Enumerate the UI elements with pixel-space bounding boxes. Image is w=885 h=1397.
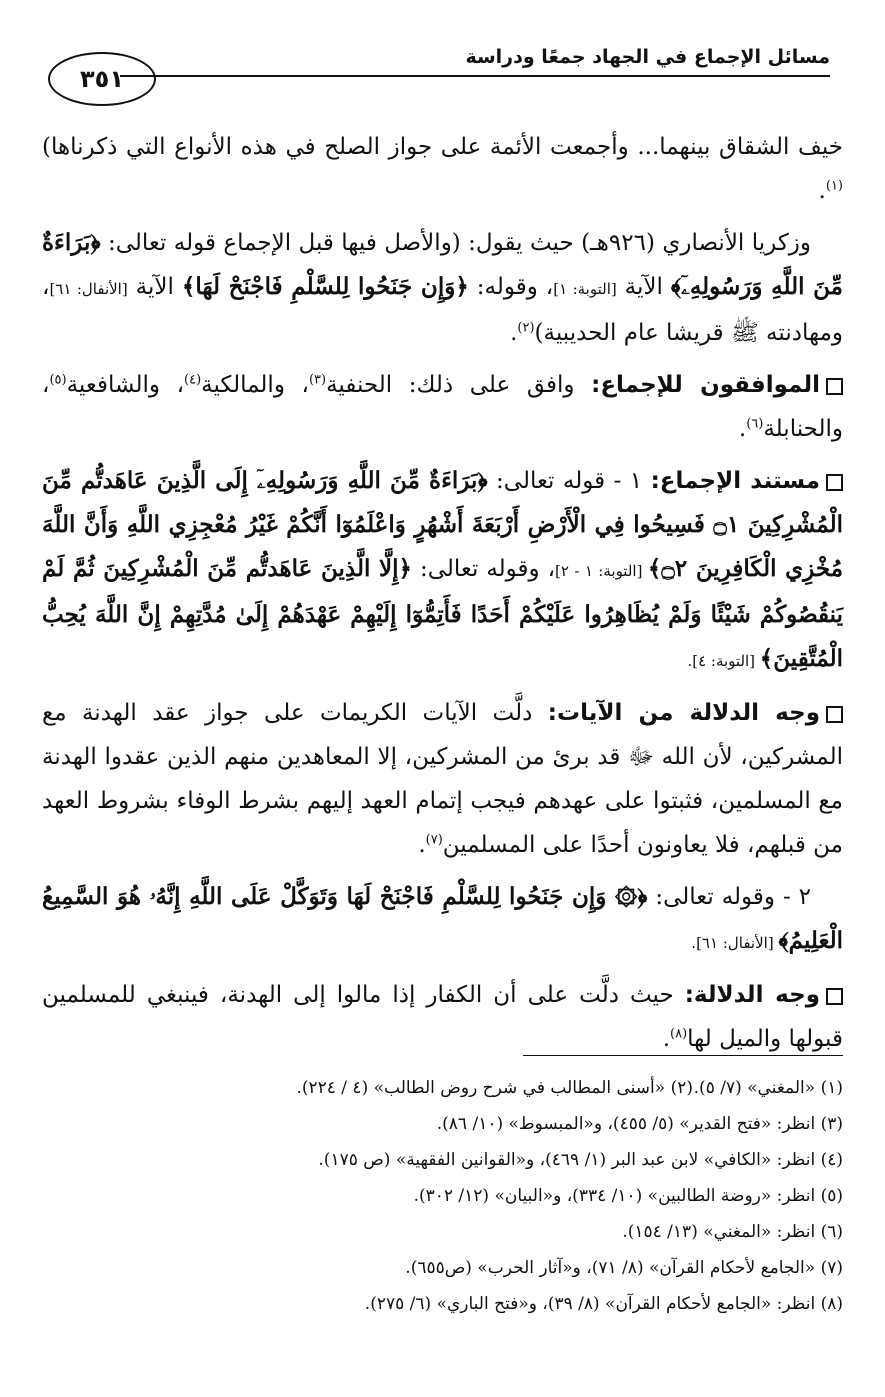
quran-verse: ﴿بَرَاءَةٌ مِّنَ اللَّهِ وَرَسُولِهِۦٓ إِلَى الَّذِينَ عَاهَدتُّم مِّنَ الْمُشْرِكِينَ ۝١ فَسِيحُوا فِي الْأَرْضِ أَرْبَعَةَ أَشْهُرٍ وَاعْلَمُوٓا أَنَّكُمْ غَيْرُ مُعْجِزِي اللَّهِ وَأَنَّ اللَّهَ مُخْزِي الْكَافِرِينَ ۝٢﴾ bbox=[42, 467, 844, 582]
footnote-ref-4[interactable]: (٤) bbox=[184, 372, 202, 388]
footnote-ref-3[interactable]: (٣) bbox=[308, 372, 327, 388]
footnote-item: (٧) «الجامع لأحكام القرآن» (٨/ ٧١)، و«آثار الحرب» (ص٦٥٥). bbox=[405, 1258, 843, 1278]
verse-reference: [التوبة: ٤]. bbox=[687, 652, 760, 670]
paragraph-agreeing-schools: الموافقون للإجماع: وافق على ذلك: الحنفية$^{(٣)}$، والمالكية$^{(٤)}$، والشافعية$^{(٥)}$، والحنابلة$^{(٦)}$. bbox=[42, 372, 843, 442]
footnote-item: (١) «المغني» (٧/ ٥). bbox=[693, 1078, 843, 1098]
paragraph-second-verse: ٢ - وقوله تعالى: ﴿۞ وَإِن جَنَحُوا لِلسَّلْمِ فَاجْنَحْ لَهَا وَتَوَكَّلْ عَلَى اللَّهِ إِنَّهُۥ هُوَ السَّمِيعُ الْعَلِيمُ﴾ [الأنفال: ٦١]. bbox=[42, 883, 843, 954]
section-box-icon bbox=[826, 988, 843, 1005]
footnote-separator bbox=[523, 1055, 843, 1056]
section-label: وجه الدلالة: bbox=[684, 982, 820, 1008]
footnote-item: (٦) انظر: «المغني» (١٣/ ١٥٤). bbox=[622, 1222, 843, 1242]
verse-reference: [الأنفال: ٦١] bbox=[49, 280, 128, 298]
section-box-icon bbox=[826, 378, 843, 395]
section-label: مستند الإجماع: bbox=[650, 468, 820, 494]
paragraph-consensus-basis: مستند الإجماع: ١ - قوله تعالى: ﴿بَرَاءَةٌ مِّنَ اللَّهِ وَرَسُولِهِۦٓ إِلَى الَّذِينَ عَاهَدتُّم مِّنَ الْمُشْرِكِينَ ۝١ فَسِيحُوا فِي الْأَرْضِ أَرْبَعَةَ أَشْهُرٍ وَاعْلَمُوٓا أَنَّكُمْ غَيْرُ مُعْجِزِي اللَّهِ وَأَنَّ اللَّهَ مُخْزِي الْكَافِرِينَ ۝٢﴾ [التوبة: ١ - ٢]، وقوله تعالى: ﴿إِلَّا الَّذِينَ عَاهَدتُّم مِّنَ الْمُشْرِكِينَ ثُمَّ لَمْ يَنقُصُوكُمْ شَيْئًا وَلَمْ يُظَاهِرُوا عَلَيْكُمْ أَحَدًا فَأَتِمُّوٓا إِلَيْهِمْ عَهْدَهُمْ إِلَىٰ مُدَّتِهِمْ إِنَّ اللَّهَ يُحِبُّ الْمُتَّقِينَ﴾ [التوبة: ٤]. bbox=[42, 467, 844, 672]
footnote-ref-5[interactable]: (٥) bbox=[49, 372, 67, 388]
quran-verse: ﴿۞ وَإِن جَنَحُوا لِلسَّلْمِ فَاجْنَحْ لَهَا وَتَوَكَّلْ عَلَى اللَّهِ إِنَّهُۥ هُوَ السَّمِيعُ الْعَلِيمُ﴾ bbox=[42, 883, 843, 954]
section-box-icon bbox=[826, 474, 843, 491]
footnote-ref-1[interactable]: (١) bbox=[825, 178, 843, 194]
paragraph-evidence-verses: وجه الدلالة من الآيات: دلَّت الآيات الكريمات على جواز عقد الهدنة مع المشركين، لأن الله ﷻ قد برئ من المشركين، إلا المعاهدين منهم الذين عقدوا الهدنة مع المسلمين، فثبتوا على عهدهم فيجب إتمام العهد إليهم بشرط الوفاء بشروط العهد من قبلهم، فلا يعاونون أحدًا على المسلمين$^{(٧)}$. bbox=[42, 700, 843, 858]
paragraph-zakariya-ansari: وزكريا الأنصاري (٩٢٦هـ) حيث يقول: (والأصل فيها قبل الإجماع قوله تعالى: ﴿بَرَاءَةٌ مِّنَ اللَّهِ وَرَسُولِهِۦٓ﴾ الآية [التوبة: ١]، وقوله: ﴿وَإِن جَنَحُوا لِلسَّلْمِ فَاجْنَحْ لَهَا﴾ الآية [الأنفال: ٦١]، ومهادنته ﷺ قريشا عام الحديبية)$^{(٢)}$. bbox=[42, 229, 844, 346]
verse-reference: [الأنفال: ٦١]. bbox=[691, 934, 779, 952]
footnote-item: (٣) انظر: «فتح القدير» (٥/ ٤٥٥)، و«المبسوط» (١٠/ ٨٦). bbox=[436, 1114, 843, 1134]
header-rule bbox=[120, 75, 830, 77]
footnote-ref-8[interactable]: (٨) bbox=[670, 1026, 688, 1042]
paragraph-evidence: وجه الدلالة: حيث دلَّت على أن الكفار إذا مالوا إلى الهدنة، فينبغي للمسلمين قبولها والميل لها$^{(٨)}$. bbox=[42, 982, 843, 1052]
section-label: وجه الدلالة من الآيات: bbox=[547, 700, 821, 726]
page-header bbox=[40, 40, 830, 100]
running-title: مسائل الإجماع في الجهاد جمعًا ودراسة bbox=[465, 46, 830, 68]
footnote-ref-2[interactable]: (٢) bbox=[517, 320, 535, 336]
page-number-badge: ٣٥١ bbox=[48, 52, 156, 106]
quran-verse: ﴿بَرَاءَةٌ مِّنَ اللَّهِ وَرَسُولِهِۦٓ﴾ bbox=[42, 229, 844, 300]
footnote-item: (٥) انظر: «روضة الطالبين» (١٠/ ٣٣٤)، و«البيان» (١٢/ ٣٠٢). bbox=[413, 1186, 843, 1206]
footnotes bbox=[42, 1070, 843, 1322]
footnote-item: (٨) انظر: «الجامع لأحكام القرآن» (٨/ ٣٩)، و«فتح الباري» (٦/ ٢٧٥). bbox=[364, 1294, 843, 1314]
footnote-ref-7[interactable]: (٧) bbox=[425, 832, 443, 848]
footnote-item: (٤) انظر: «الكافي» لابن عبد البر (١/ ٤٦٩)، و«القوانين الفقهية» (ص ١٧٥). bbox=[318, 1150, 843, 1170]
footnote-item: (٢) «أسنى المطالب في شرح روض الطالب» (٤ / ٢٢٤). bbox=[296, 1078, 693, 1098]
footnote-ref-6[interactable]: (٦) bbox=[746, 416, 764, 432]
paragraph-consensus-quote: خيف الشقاق بينهما... وأجمعت الأئمة على جواز الصلح في هذه الأنواع التي ذكرناها)$^{(١)}$. bbox=[42, 134, 843, 204]
verse-reference: [التوبة: ١] bbox=[553, 280, 617, 298]
verse-reference: [التوبة: ١ - ٢] bbox=[555, 562, 648, 580]
section-label: الموافقون للإجماع: bbox=[591, 372, 820, 398]
main-text bbox=[42, 125, 843, 1069]
quran-verse: ﴿إِلَّا الَّذِينَ عَاهَدتُّم مِّنَ الْمُشْرِكِينَ ثُمَّ لَمْ يَنقُصُوكُمْ شَيْئًا وَلَمْ يُظَاهِرُوا عَلَيْكُمْ أَحَدًا فَأَتِمُّوٓا إِلَيْهِمْ عَهْدَهُمْ إِلَىٰ مُدَّتِهِمْ إِنَّ اللَّهَ يُحِبُّ الْمُتَّقِينَ﴾ bbox=[42, 555, 843, 672]
quran-verse: ﴿وَإِن جَنَحُوا لِلسَّلْمِ فَاجْنَحْ لَهَا﴾ bbox=[181, 273, 469, 300]
footnote-row bbox=[42, 1070, 843, 1106]
section-box-icon bbox=[826, 706, 843, 723]
